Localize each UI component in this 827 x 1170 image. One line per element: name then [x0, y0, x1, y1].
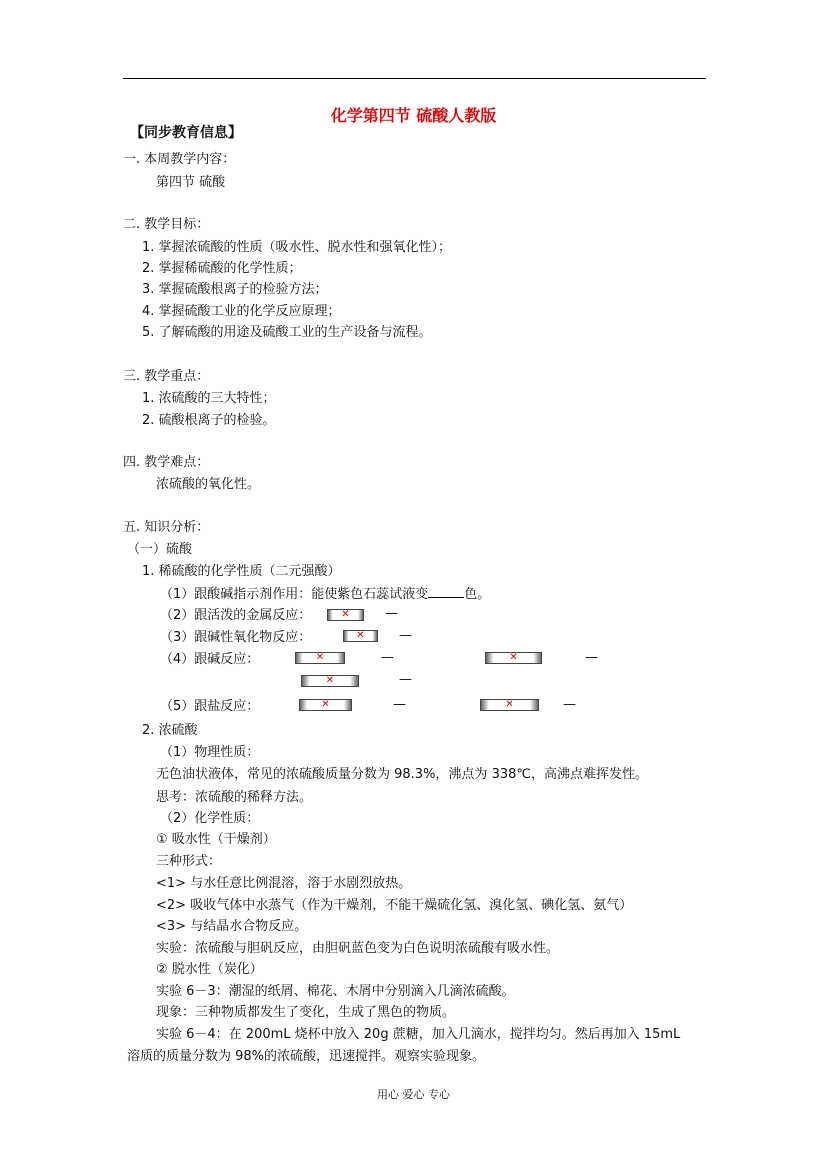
equation-image-placeholder — [327, 609, 364, 621]
page-footer: 用心 爱心 专心 — [377, 1088, 450, 1101]
s3-item: 1. 浓硫酸的三大特性； — [142, 391, 276, 406]
phenomenon-text: 现象：三种物质都发生了变化，生成了黑色的物质。 — [156, 1005, 456, 1020]
experiment-6-4-line1: 实验 6－4：在 200mL 烧杯中放入 20g 蔗糖，加入几滴水，搅拌均匀。然后再加入 15mL — [156, 1027, 681, 1042]
dash: — — [563, 697, 576, 712]
equation-image-placeholder — [301, 675, 359, 687]
s2-item: 5. 了解硫酸的用途及硫酸工业的生产设备与流程。 — [142, 325, 432, 340]
s1-heading: 一. 本周教学内容： — [123, 152, 236, 167]
s4-heading: 四. 教学难点： — [123, 455, 210, 470]
dilute-p5: （5）跟盐反应： — [160, 699, 260, 714]
section-header: 【同步教育信息】 — [130, 125, 242, 141]
phys-heading: （1）物理性质： — [160, 745, 260, 760]
s2-item: 1. 掌握浓硫酸的性质（吸水性、脱水性和强氧化性）； — [142, 240, 452, 255]
think-text: 思考：浓硫酸的稀释方法。 — [156, 790, 313, 805]
dehydration-heading: ② 脱水性（炭化） — [156, 962, 263, 977]
dilute-p1 — [160, 585, 490, 604]
experiment-6-3: 实验 6－3：潮湿的纸屑、棉花、木屑中分别滴入几滴浓硫酸。 — [156, 984, 515, 999]
dilute-p2: （2）跟活泼的金属反应： — [160, 608, 312, 623]
equation-image-placeholder — [343, 630, 378, 642]
phys-text: 无色油状液体，常见的浓硫酸质量分数为 98.3%，沸点为 338℃，高沸点难挥发性。 — [156, 767, 648, 782]
dash: — — [399, 672, 412, 687]
dilute-p1-after: 色。 — [464, 587, 491, 602]
form-3: <3> 与结晶水合物反应。 — [156, 919, 308, 934]
answer-blank — [428, 585, 464, 598]
dash: — — [399, 628, 412, 643]
header-rule — [123, 78, 706, 79]
dilute-p1-before: （1）跟酸碱指示剂作用：能使紫色石蕊试液变 — [160, 587, 429, 602]
dash: — — [393, 697, 406, 712]
s5-heading: 五. 知识分析： — [123, 520, 210, 535]
absorb-heading: ① 吸水性（干燥剂） — [156, 832, 276, 847]
dilute-heading: 1. 稀硫酸的化学性质（二元强酸） — [142, 564, 341, 579]
s2-item: 3. 掌握硫酸根离子的检验方法； — [142, 282, 328, 297]
s1-content: 第四节 硫酸 — [156, 175, 226, 190]
three-forms: 三种形式： — [156, 854, 222, 869]
experiment-text: 实验：浓硫酸与胆矾反应，由胆矾蓝色变为白色说明浓硫酸有吸水性。 — [156, 941, 560, 956]
dilute-p3: （3）跟碱性氧化物反应： — [160, 630, 312, 645]
s2-item: 2. 掌握稀硫酸的化学性质； — [142, 261, 302, 276]
page-title: 化学第四节 硫酸人教版 — [330, 106, 497, 125]
form-1: <1> 与水任意比例混溶，溶于水剧烈放热。 — [156, 876, 412, 891]
experiment-6-4-line2: 溶质的质量分数为 98%的浓硫酸，迅速搅拌。观察实验现象。 — [127, 1049, 486, 1064]
s4-content: 浓硫酸的氧化性。 — [156, 477, 261, 492]
equation-image-placeholder — [480, 699, 539, 711]
equation-image-placeholder — [299, 699, 352, 711]
dash: — — [385, 606, 398, 621]
equation-image-placeholder — [295, 652, 345, 664]
equation-image-placeholder — [485, 652, 542, 664]
dash: — — [585, 650, 598, 665]
conc-heading: 2. 浓硫酸 — [142, 723, 198, 738]
s2-item: 4. 掌握硫酸工业的化学反应原理； — [142, 304, 341, 319]
s3-item: 2. 硫酸根离子的检验。 — [142, 413, 276, 428]
s5-sub1: （一）硫酸 — [127, 542, 193, 557]
dilute-p4: （4）跟碱反应： — [160, 652, 260, 667]
s3-heading: 三. 教学重点： — [123, 369, 210, 384]
form-2: <2> 吸收气体中水蒸气（作为干燥剂，不能干燥硫化氢、溴化氢、碘化氢、氨气） — [156, 898, 633, 913]
s2-heading: 二. 教学目标： — [123, 217, 210, 232]
chem-heading: （2）化学性质： — [160, 811, 260, 826]
dash: — — [381, 650, 394, 665]
